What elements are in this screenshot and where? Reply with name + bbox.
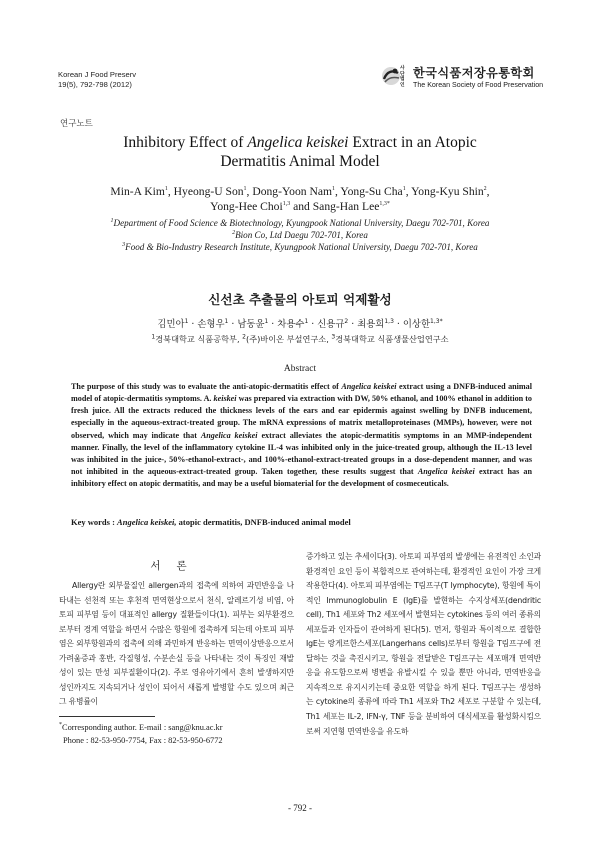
abstract-text: was prepared via extraction with DW, 50% ethanol, and 100% ethanol in addition to fresh juice. All the extracts reduced the thickness levels of the ears and ear epidermis against swelling by DNFB inducement, especially in the aqueous-extract-treated group. The mRNA expressions of matrix metalloproteinases (MMPs), however, were not observed, which may indicate that (71, 394, 532, 440)
korean-author-affiliation-mark: 1 (264, 317, 269, 325)
footnote-mark: * (59, 722, 62, 729)
author-affiliation-mark: 1 (164, 186, 168, 193)
author-affiliation-mark: 1 (243, 186, 247, 193)
keywords-label: Key words : (71, 517, 118, 527)
author (340, 185, 405, 198)
korean-author-list: 김민아$^1$ · 손형우$^1$ · 남동윤$^1$ · 차용수$^1$ · 신용규$^2$ · 최용희$^{1,3}$ · 이상한$^{1,3*}$ (157, 317, 443, 330)
korean-author (403, 319, 443, 330)
affiliation-mark: 2 (232, 229, 236, 236)
affiliation-text: Department of Food Science & Biotechnology, Kyungpook National University, Daegu 702-701, Korea (113, 218, 490, 228)
affiliation-list (40, 217, 560, 253)
article-category: 연구노트 (60, 119, 93, 129)
korean-author-affiliation-mark: 1 (224, 317, 229, 325)
paper-title (40, 133, 560, 171)
author-name: Yong-Kyu Shin (411, 185, 484, 198)
abstract-text: The purpose of this study was to evaluate the anti-atopic-dermatitis effect of (71, 382, 342, 391)
affiliation (40, 217, 560, 229)
keywords (71, 517, 532, 527)
korean-author-name: 이상한 (402, 319, 431, 330)
keywords-rest: atopic dermatitis, DNFB-induced animal model (176, 517, 351, 527)
section-heading-introduction: 서론 (150, 560, 203, 572)
author-name: Sang-Han Lee (312, 200, 380, 213)
korean-affiliation-text: (주)바이온 부설연구소 (246, 334, 327, 344)
author-name: Hyeong-U Son (173, 185, 244, 198)
korean-author-name: 신용규 (317, 319, 345, 330)
korean-affiliation-text: 경북대학교 식품공학부 (155, 334, 237, 344)
korean-affiliation-list: $^1$경북대학교 식품공학부, $^2$(주)바이온 부설연구소, $^3$경북대학교 식품생물산업연구소 (151, 333, 449, 344)
korean-affiliation (151, 334, 237, 344)
korean-author-name: 차용수 (277, 319, 305, 330)
abstract-species-name: Angelica keiskei (417, 467, 475, 477)
korean-author-affiliation-mark: 1 (304, 317, 309, 325)
abstract-text: extract has an inhibitory effect on atopic dermatitis, and may be a useful biomaterial for the development of cosmeceuticals. (71, 467, 532, 489)
page-number: - 792 - (288, 803, 312, 813)
affiliation (40, 229, 560, 241)
author-affiliation-mark: 1,3 (282, 201, 291, 208)
korean-affiliation-mark: 2 (242, 333, 246, 341)
korean-author-name: 남동윤 (237, 319, 265, 330)
author-affiliation-mark: 1 (332, 186, 336, 193)
korean-author-name: 손형우 (197, 319, 225, 330)
korean-author (197, 319, 228, 330)
affiliation-mark: 1 (110, 217, 114, 224)
author-affiliation-mark: 1 (402, 186, 406, 193)
korean-affiliation (242, 334, 326, 344)
keywords-species: Angelica keiskei, (117, 517, 177, 527)
footnote-phone: Phone : 82-53-950-7754, Fax : 82-53-950-6772 (63, 735, 223, 745)
intro-left-column: Allergy란 외부물질인 allergen과의 접촉에 의하여 과민반응을 나타내는 선천적 또는 후천적 면역현상으로서 천식, 알레르기성 비염, 아토피 피부염 등이 대표적인 allergy 질환들이다(1). 피부는 외부환경으로부터 경계 역할을 하면서 수많은 항원에 접촉하게 되는데 아토피 피부염은 외부항원과의 접촉에 의해 과민하게 반응하는 면역이상반응으로서 가려움증과 홍반, 각질형성, 수분손실 등을 나타내는 것이 특징인 재발성이 있는 만성 피부질환이다(2). 주로 영유아기에서 흔히 발생하지만 성인까지도 지속되거나 성인이 되어서 새롭게 발병할 수도 있으며 최근 그 유병률이 (59, 581, 294, 707)
author (313, 200, 390, 213)
korean-title: 신선초 추출물의 아토피 억제활성 (208, 292, 392, 307)
korean-affiliation-text: 경북대학교 식품생물산업연구소 (335, 334, 449, 344)
author (110, 185, 167, 198)
author (210, 200, 290, 213)
korean-author (357, 319, 394, 330)
title-line2: Dermatitis Animal Model (220, 153, 380, 170)
korean-author-name: 김민아 (157, 319, 185, 330)
korean-author (317, 319, 348, 330)
korean-author-affiliation-mark: 1 (184, 317, 189, 325)
author-affiliation-mark: 1,3* (379, 201, 390, 208)
korean-author (237, 319, 268, 330)
author-affiliation-mark: 2 (483, 186, 487, 193)
author (411, 185, 487, 198)
abstract-text: extract using a DNFB-induced animal model of atopic-dermatitis symptoms. A. (71, 382, 532, 404)
society-korean-name: 한국식품저장유통학회 (413, 66, 535, 80)
author (252, 185, 335, 198)
abstract-species-name: Angelica keiskei (341, 382, 397, 391)
abstract-species-name: Angelica keiskei (200, 430, 258, 440)
affiliation-text: Bion Co, Ltd Daegu 702-701, Korea (235, 230, 368, 240)
author-list: Min-A Kim$^1$, Hyeong-U Son$^1$, Dong-Yoon Nam$^1$, Yong-Su Cha$^1$, Yong-Kyu Shin$^2$, Yong-Hee Choi$^{1,3}$ and Sang-Han Lee$^{1,3*}$ (110, 185, 490, 213)
intro-right-column: 증가하고 있는 추세이다(3). 아토피 피부염의 발생에는 유전적인 소인과 환경적인 요인 등이 복합적으로 관여하는데, 환경적인 요인이 가장 크게 작용한다(4). 아토피 피부염에는 T림프구(T lymphocyte), 항원에 특이적인 Immunoglobulin E (IgE)를 발현하는 수지상세포(dendritic cell), Th1 세포와 Th2 세포에서 발현되는 cytokines 등의 여러 종류의 세포들과 인자들이 관여하게 된다(5). 먼저, 항원과 특이적으로 결합한 IgE는 랑게르한스세포(Langerhans cells)로부터 항원을 T림프구에 전달하는 것을 촉진시키고, 항원을 전달받은 T림프구는 세포매개 면역반응을 유도함으로써 병변을 유발시킬 수 있을 뿐만 아니라, 면역반응을 지속적으로 유지시키는데 중요한 역할을 하게 된다. T림프구는 생성하는 cytokine의 종류에 따라 Th1 세포와 Th2 세포로 구분할 수 있는데, Th1 세포는 IL-2, IFN-γ, TNF 등을 분비하여 대식세포를 활성화시킴으로써 지연형 면역반응을 유도하 (306, 552, 541, 736)
title-species: Angelica keiskei (247, 134, 349, 151)
journal-header (58, 70, 136, 90)
footnote-email: Corresponding author. E-mail : sang@knu.ac.kr (62, 723, 223, 732)
affiliation-text: Food & Bio-Industry Research Institute, Kyungpook National University, Daegu 702-701, Korea (125, 242, 478, 252)
author (174, 185, 247, 198)
korean-author-name: 최용희 (357, 319, 385, 330)
journal-name: Korean J Food Preserv (58, 70, 137, 79)
corresponding-author-footnote (59, 722, 299, 747)
society-prefix: 사단법인 (400, 66, 405, 88)
title-part: Inhibitory Effect of (123, 134, 248, 151)
journal-citation: 19(5), 792-798 (2012) (58, 80, 132, 89)
author-name: Yong-Hee Choi (210, 200, 283, 213)
footnote-divider (59, 716, 155, 717)
society-emblem-icon (380, 65, 402, 87)
korean-author-affiliation-mark: 2 (344, 317, 349, 325)
title-part: Extract in an Atopic (348, 134, 477, 151)
abstract-heading: Abstract (283, 364, 317, 374)
author-name: Yong-Su Cha (340, 185, 403, 198)
society-english-name: The Korean Society of Food Preservation (413, 81, 544, 89)
author-name: Dong-Yoon Nam (252, 185, 333, 198)
korean-author (157, 319, 188, 330)
affiliation (40, 241, 560, 253)
korean-author (277, 319, 308, 330)
korean-author-affiliation-mark: 1,3* (430, 317, 443, 325)
abstract-body (71, 381, 532, 490)
korean-author-affiliation-mark: 1,3 (384, 317, 394, 325)
author-name: Min-A Kim (110, 185, 165, 198)
abstract-text: extract alleviates the atopic-dermatitis symptoms in an MMP-independent manner. Finally, the level of the inflammatory cytokine IL-4 was inhibited only in the juice-treated group, although the IL-13 level was inhibited in the juice-, 50%-ethanol-extract-, and 100%-ethanol-extract-treated groups in a dose-dependent manner, and was not inhibited in the aqueous-extract-treated group. Taken together, these results suggest that (71, 430, 532, 477)
korean-affiliation-mark: 3 (331, 333, 336, 341)
society-header (380, 63, 555, 97)
korean-affiliation-mark: 1 (151, 333, 156, 341)
affiliation-mark: 3 (122, 241, 126, 248)
korean-affiliation (331, 334, 448, 344)
abstract-species-name: keiskei (213, 394, 237, 404)
